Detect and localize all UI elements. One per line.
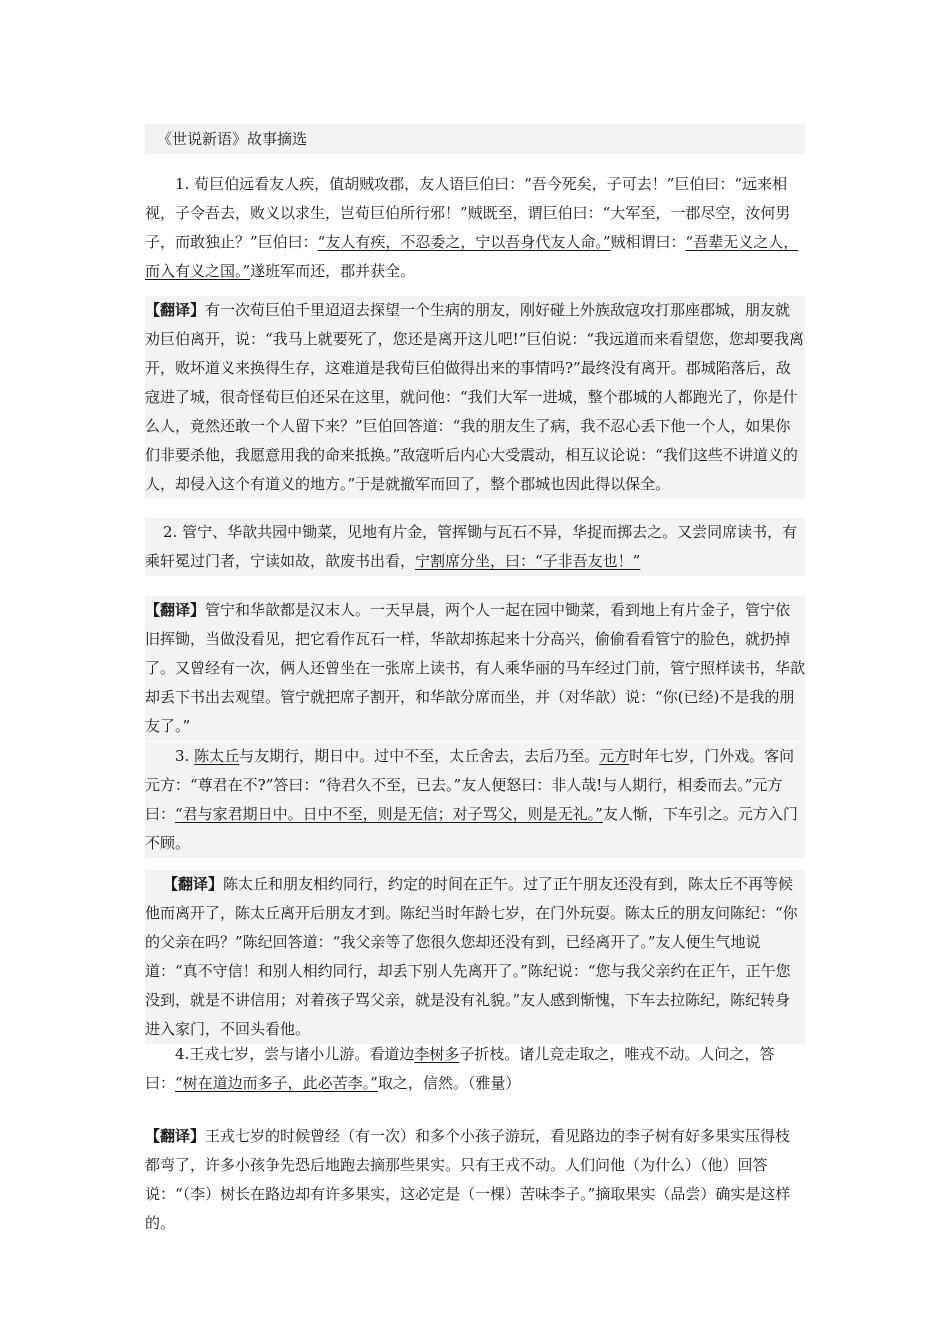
underlined-name: 陈太丘 [194,747,240,765]
story-text: 2. 管宁、华歆共园中锄菜，见地有片金，管挥锄与瓦石不异，华捉而掷去之。又尝同席读书，有乘轩冕过门者，宁读如故，歆废书出看， [145,523,798,570]
underlined-quote: 宁割席分坐，曰：“子非吾友也！” [415,552,641,570]
story-4 [145,1040,805,1098]
document-title: 《世说新语》故事摘选 [145,124,805,154]
story-text: 1. 荀巨伯远看友人疾，值胡贼攻郡，友人语巨伯曰：“吾今死矣，子可去！”巨伯曰：“远来相视，子令吾去，败义以求生，岂荀巨伯所行邪！”贼既至，谓巨伯曰：“大军至，一郡尽空，汝何男子，而敢独止？”巨伯曰： [145,175,791,251]
translation-text: 王戎七岁的时候曾经（有一次）和多个小孩子游玩，看见路边的李子树有好多果实压得枝都弯了，许多小孩争先恐后地跑去摘那些果实。只有王戎不动。人们问他（为什么）（他）回答说：“（李）树长在路边却有许多果实，这必定是（一棵）苦味李子。”摘取果实（品尝）确实是这样的。 [145,1127,791,1232]
translation-paragraph [145,596,805,741]
story-1 [145,170,805,286]
story-text: 取之，信然。（雅量） [377,1074,521,1092]
translation-paragraph [145,1122,805,1238]
translation-tag: 【翻译】 [145,301,206,319]
story-2-translation [145,596,805,741]
translation-tag: 【翻译】 [145,1127,206,1145]
story-4-original [145,1040,805,1098]
translation-text: 管宁和华歆都是汉末人。一天早晨，两个人一起在园中锄菜，看到地上有片金子，管宁依旧挥锄，当做没看见，把它看作瓦石一样，华歆却拣起来十分高兴，偷偷看看管宁的脸色，就扔掉了。又曾经有一次，俩人还曾坐在一张席上读书，有人乘华丽的马车经过门前，管宁照样读书，华歆却丢下书出去观望。管宁就把席子割开，和华歆分席而坐，并（对华歆）说：“你(已经)不是我的朋友了。” [145,601,806,735]
story-text: 3. [175,747,195,765]
underlined-name: 元方 [599,747,630,765]
underlined-quote: “树在道边而多子，此必苦李。” [175,1074,378,1092]
story-3-original [145,742,805,858]
story-4-translation [145,1122,805,1238]
underlined-quote: “君与家君期日中。日中不至，则是无信；对子骂父，则是无礼。” [175,805,603,823]
translation-tag: 【翻译】 [163,875,224,893]
story-text: 友人惭，下车引之。元方入门不顾。 [145,805,798,852]
underlined-quote: “友人有疾，不忍委之，宁以吾身代友人命。” [317,233,611,251]
story-text: 时年七岁，门外戏。客问元方：“尊君在不?”答曰：“待君久不至，已去。”友人便怒曰：非人哉!与人期行，相委而去。”元方曰： [145,747,795,823]
story-2 [145,518,805,576]
underlined-phrase: 李树多 [414,1045,460,1063]
story-text: 遂班军而还，郡并获全。 [250,262,416,280]
story-text: 贼相谓曰： [610,233,686,251]
story-text: 子折枝。诸儿竞走取之，唯戎不动。人问之，答曰： [145,1045,775,1092]
story-3-translation [145,870,805,1044]
story-3 [145,742,805,858]
story-1-translation [145,296,805,499]
translation-tag: 【翻译】 [145,601,206,619]
translation-paragraph [145,296,805,499]
translation-paragraph [145,870,805,1044]
story-text: 与友期行，期日中。过中不至，太丘舍去，去后乃至。 [239,747,600,765]
translation-text: 有一次荀巨伯千里迢迢去探望一个生病的朋友，刚好碰上外族敌寇攻打那座郡城，朋友就劝巨伯离开，说：“我马上就要死了，您还是离开这儿吧!”巨伯说：“我远道而来看望您，您却要我离开，败坏道义来换得生存，这难道是我荀巨伯做得出来的事情吗?”最终没有离开。郡城陷落后，敌寇进了城，很奇怪荀巨伯还呆在这里，就问他：“我们大军一进城，整个郡城的人都跑光了，你是什么人，竟然还敢一个人留下来？”巨伯回答道：“我的朋友生了病，我不忍心丢下他一个人，如果你们非要杀他，我愿意用我的命来抵换。”敌寇听后内心大受震动，相互议论说：“我们这些不讲道义的人，却侵入这个有道义的地方。”于是就撤军而回了，整个郡城也因此得以保全。 [145,301,805,493]
underlined-quote: “吾辈无义之人，而入有义之国。” [145,233,799,280]
story-2-original [145,518,805,576]
story-text: 4.王戎七岁，尝与诸小儿游。看道边 [175,1045,415,1063]
translation-text: 陈太丘和朋友相约同行，约定的时间在正午。过了正午朋友还没有到，陈太丘不再等候他而离开了，陈太丘离开后朋友才到。陈纪当时年龄七岁，在门外玩耍。陈太丘的朋友问陈纪：“你的父亲在吗？”陈纪回答道：“我父亲等了您很久您却还没有到，已经离开了。”友人便生气地说道：“真不守信！和别人相约同行，却丢下别人先离开了。”陈纪说：“您与我父亲约在正午，正午您没到，就是不讲信用；对着孩子骂父亲，就是没有礼貌。”友人感到惭愧，下车去拉陈纪，陈纪转身进入家门，不回头看他。 [145,875,798,1038]
story-1-original [145,170,805,286]
